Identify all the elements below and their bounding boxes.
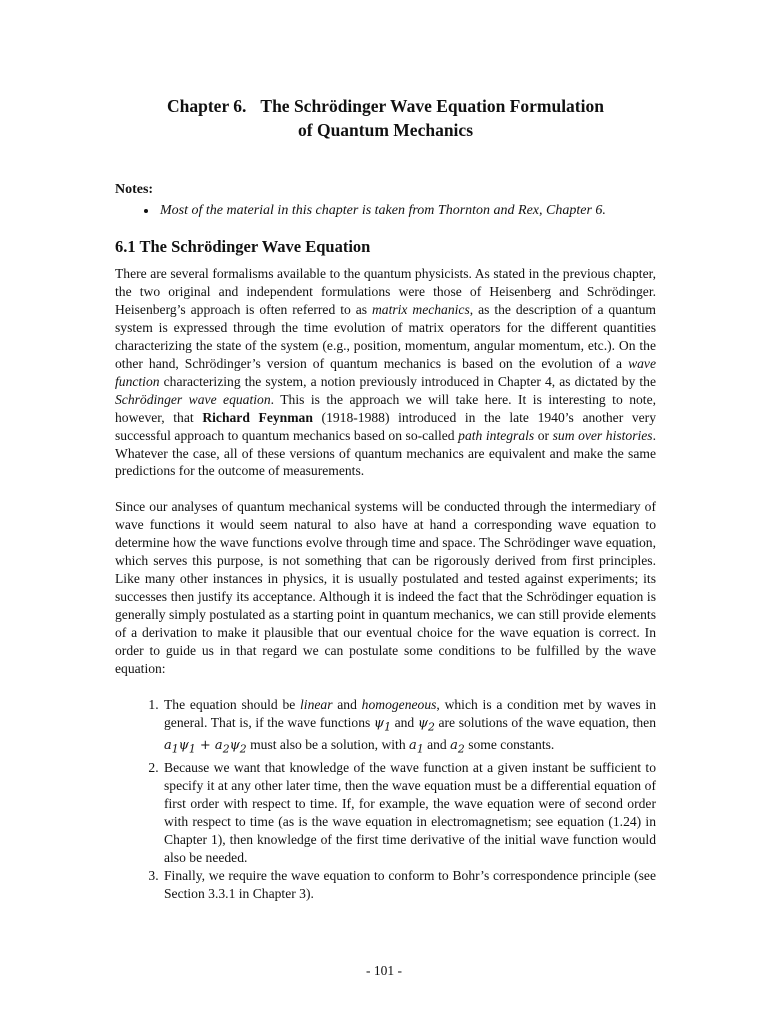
chapter-title-line2: of Quantum Mechanics — [298, 120, 473, 140]
plus-sign: + — [195, 738, 215, 754]
condition-correspondence-principle: 3. Finally, we require the wave equation to conform to Bohr’s correspondence principle (see Section 3.3.1 in Chapter 3). — [162, 867, 656, 903]
term-sum-over-histories: sum over histories — [552, 427, 653, 443]
cond1-text-5: are solutions of the wave equation, then — [434, 714, 656, 730]
name-richard-feynman: Richard Feynman — [202, 409, 313, 425]
math-psi1 — [373, 715, 391, 734]
paragraph-formalisms — [115, 265, 656, 480]
notes-list — [115, 202, 656, 220]
term-schrodinger-wave-equation: Schrödinger wave equation — [115, 391, 271, 407]
para1-text-5: (1918-1988) introduced in the late 1940’s another very successful approach to quantum mechanics based on so-called — [115, 409, 657, 443]
psi-symbol: ψ — [178, 738, 189, 754]
cond1-text-7: and — [423, 737, 451, 753]
para1-text-7: . Whatever the case, all of these versions of quantum mechanics are equivalent and make the same predictions for the outcome of measurements. — [115, 427, 657, 479]
condition-first-order-time: 2. Because we want that knowledge of the wave function at a given instant be sufficient to specify it at any other later time, then the wave equation must be a differential equation of first order with respect to time. If, for example, the wave equation were of second order with respect to time (as is the wave equation in electromagnetism; see equation (1.24) in Chapter 1), then knowledge of the first time derivative of the initial wave function would also be needed. — [162, 759, 656, 867]
para1-text-2: , as the description of a quantum system is expressed through the time evolution of matrix operators for the different quantities characterizing the state of the system (e.g., position, momentum, angular momentum, etc.). On the other hand, Schrödinger’s version of quantum mechanics is based on the evolution of a — [115, 301, 656, 371]
subscript: 2 — [428, 720, 435, 734]
condition-linear-homogeneous — [162, 696, 656, 759]
chapter-title-line1: The Schrödinger Wave Equation Formulation — [260, 96, 604, 116]
math-linear-combination — [164, 738, 247, 757]
term-matrix-mechanics: matrix mechanics — [371, 301, 470, 317]
para1-text-6: or — [534, 427, 553, 443]
cond1-text-1: The equation should be — [164, 696, 301, 712]
para1-text-4: . This is the approach we will take here. It is interesting to note, however, that — [115, 391, 656, 425]
subscript: 2 — [239, 743, 247, 757]
term-linear: linear — [300, 696, 333, 712]
paragraph-wave-equation-intro: Since our analyses of quantum mechanical systems will be conducted through the intermediary of wave functions it would seem natural to also have at hand a corresponding wave equation to determine how the wave functions evolve through time and space. The Schrödinger wave equation, which serves this purpose, is not something that can be rigorously derived from first principles. Like many other instances in physics, it is usually postulated and tested against experiments; its successes then justify its acceptance. Although it is indeed the fact that the Schrödinger equation is generally simply postulated as a starting point in quantum mechanics, we can still provide elements of a derivation to make it plausible that our eventual choice for the wave equation is correct. In order to guide us in that regard we can postulate some conditions to be fulfilled by the wave equation: — [115, 499, 656, 677]
para1-text-1: There are several formalisms available to the quantum physicists. As stated in the previous chapter, the two original and independent formulations were those of Heisenberg and Schrödinger. Heisenberg’s approach is often referred to as — [115, 266, 656, 317]
coefficient-symbol: a — [164, 738, 172, 754]
subscript: 1 — [416, 743, 424, 757]
subscript: 1 — [171, 743, 179, 757]
cond1-text-4: and — [390, 714, 418, 730]
notes-label: Notes: — [115, 182, 154, 197]
subscript: 1 — [188, 743, 196, 757]
para1-text-3: characterizing the system, a notion previously introduced in Chapter 4, as dictated by the — [159, 373, 656, 389]
cond1-text-2: and — [332, 696, 362, 712]
chapter-title — [115, 94, 656, 142]
math-a1 — [409, 738, 424, 757]
math-psi2 — [417, 715, 435, 734]
term-homogeneous: homogeneous — [361, 696, 437, 712]
psi-symbol: ψ — [417, 715, 429, 731]
section-heading: 6.1 The Schrödinger Wave Equation — [115, 237, 371, 256]
cond1-text-6: must also be a solution, with — [246, 737, 410, 753]
subscript: 2 — [457, 743, 465, 757]
psi-symbol: ψ — [373, 715, 385, 731]
subscript: 1 — [384, 720, 391, 734]
conditions-list — [115, 696, 656, 903]
coefficient-symbol: a — [450, 738, 458, 754]
term-wave-function: wave function — [115, 355, 656, 389]
subscript: 2 — [222, 743, 230, 757]
chapter-number: Chapter 6. — [167, 96, 247, 116]
coefficient-symbol: a — [214, 738, 223, 754]
notes-item: • Most of the material in this chapter is taken from Thornton and Rex, Chapter 6. — [158, 202, 656, 220]
cond1-text-8: some constants. — [464, 737, 555, 753]
psi-symbol: ψ — [229, 738, 240, 754]
page-number: - 101 - — [366, 963, 402, 978]
cond1-text-3: , which is a condition met by waves in general. That is, if the wave functions — [164, 696, 657, 730]
math-a2 — [450, 738, 465, 757]
coefficient-symbol: a — [409, 738, 417, 754]
term-path-integrals: path integrals — [458, 427, 535, 443]
